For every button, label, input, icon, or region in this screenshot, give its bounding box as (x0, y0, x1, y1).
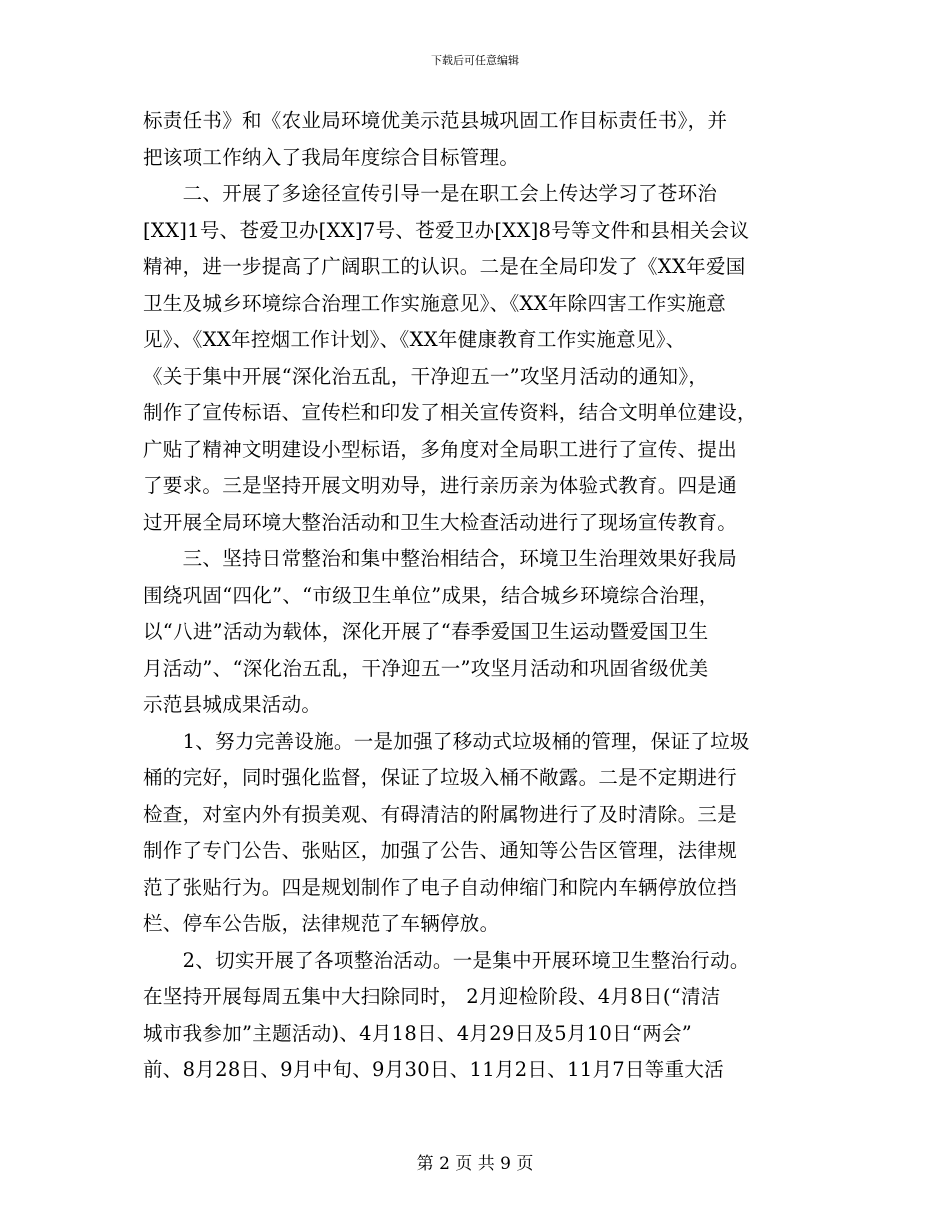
body-line: 制作了专门公告、张贴区，加强了公告、通知等公告区管理，法律规 (143, 839, 738, 862)
body-line: 栏、停车公告版，法律规范了车辆停放。 (143, 912, 500, 935)
body-line: 桶的完好，同时强化监督，保证了垃圾入桶不敞露。二是不定期进行 (143, 766, 738, 789)
body-line: 《关于集中开展“深化治五乱，干净迎五一”攻坚月活动的通知》， (143, 364, 709, 388)
body-line: 月活动”、“深化治五乱，干净迎五一”攻坚月活动和巩固省级优美 (143, 656, 709, 680)
document-body (143, 103, 807, 1089)
body-line: 制作了宣传标语、宣传栏和印发了相关宣传资料，结合文明单位建设， (143, 401, 757, 424)
body-line: 1、努力完善设施。一是加强了移动式垃圾桶的管理，保证了垃圾 (143, 729, 750, 753)
body-line: 城市我参加”主题活动)、4月18日、4月29日及5月10日“两会” (143, 1021, 693, 1045)
body-line: 前、8月28日、9月中旬、9月30日、11月2日、11月7日等重大活 (143, 1058, 724, 1081)
body-line: 示范县城成果活动。 (143, 693, 322, 716)
body-line: 见》、《XX年控烟工作计划》、《XX年健康教育工作实施意见》、 (143, 328, 686, 351)
body-line: 精神，进一步提高了广阔职工的认识。二是在全局印发了《XX年爱国 (143, 255, 746, 278)
body-line: 2、切实开展了各项整治活动。一是集中开展环境卫生整治行动。 (143, 948, 750, 972)
body-line: 在坚持开展每周五集中大扫除同时， 2月迎检阶段、4月8日(“清洁 (143, 985, 721, 1008)
page-number-label: 第 2 页 共 9 页 (416, 1154, 534, 1174)
body-line: 三、坚持日常整治和集中整治相结合，环境卫生治理效果好我局 (143, 547, 738, 570)
body-line: 过开展全局环境大整治活动和卫生大检查活动进行了现场宣传教育。 (143, 510, 738, 534)
body-line: 围绕巩固“四化”、“市级卫生单位”成果，结合城乡环境综合治理， (143, 583, 719, 607)
body-line: 范了张贴行为。四是规划制作了电子自动伸缩门和院内车辆停放位挡 (143, 875, 738, 899)
body-line: 了要求。三是坚持开展文明劝导，进行亲历亲为体验式教育。四是通 (143, 474, 738, 497)
body-line: 卫生及城乡环境综合治理工作实施意见》、《XX年除四害工作实施意 (143, 291, 727, 315)
page-header (0, 54, 950, 68)
body-line: [XX]1号、苍爱卫办[XX]7号、苍爱卫办[XX]8号等文件和县相关会议 (143, 218, 750, 242)
body-line: 标责任书》和《农业局环境优美示范县城巩固工作目标责任书》，并 (143, 109, 728, 132)
body-line: 广贴了精神文明建设小型标语，多角度对全局职工进行了宣传、提出 (143, 437, 738, 461)
header-note: 下载后可任意编辑 (431, 54, 519, 67)
body-line: 以“八进”活动为载体，深化开展了“春季爱国卫生运动暨爱国卫生 (143, 620, 709, 643)
body-line: 检查，对室内外有损美观、有碍清洁的附属物进行了及时清除。三是 (143, 802, 738, 826)
body-line: 二、开展了多途径宣传引导一是在职工会上传达学习了苍环治 (143, 182, 718, 205)
body-line: 把该项工作纳入了我局年度综合目标管理。 (143, 145, 520, 169)
page-footer (0, 1153, 950, 1175)
